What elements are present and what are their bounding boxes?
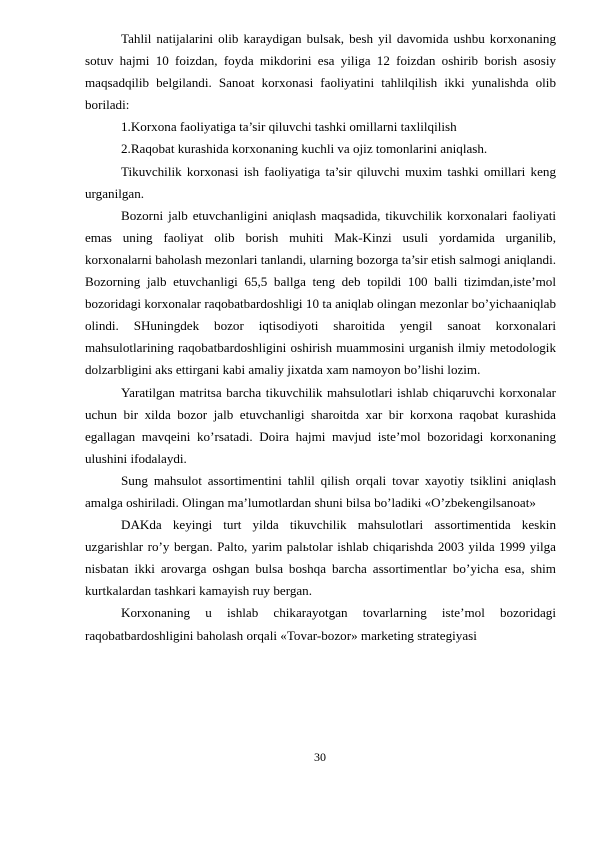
paragraph-external-factors: Tikuvchilik korxonasi ish faoliyatiga ta’sir qiluvchi muxim tashki omillari keng urganilgan. [85,163,556,201]
list-item-competition-strengths: 2.Raqobat kurashida korxonaning kuchli va ojiz tomonlarini aniqlash. [121,141,488,157]
page-number: 30 [314,750,326,764]
list-item-external-factors: 1.Korxona faoliyatiga ta’sir qiluvchi tashki omillarni taxlilqilish [121,119,457,135]
paragraph-matrix: Yaratilgan matritsa barcha tikuvchilik mahsulotlari ishlab chiqaruvchi korxonalar uchun bir xilda bozor jalb etuvchanligi sharoitda xar bir korxona raqobat kurashida egallagan mavqeini ko’rsatadi. Doira hajmi mavjud iste’mol bozoridagi korxonaning ulushini ifodalaydi. [85,384,556,466]
paragraph-market-attractiveness: Bozorni jalb etuvchanligini aniqlash maqsadida, tikuvchilik korxonalari faoliyati emas uning faoliyat olib borish muhiti Mak-Kinzi usuli yordamida urganilib, korxonalarni baholash mezonlari tanlandi, ularning bozorga ta’sir etish salmogi aniqlandi. Bozorning jalb etuvchanligi 65,5 ballga teng deb topildi 100 balli tizimdan,iste’mol bozoridagi korxonalar raqobatbardoshligi 10 ta aniqlab olingan mezonlar bo’yichaaniqlab olindi. SHuningdek bozor iqtisodiyoti sharoitida yengil sanoat korxonalari mahsulotlarining raqobatbardoshligini oshirish muammosini urganish ilmiy metodologik dolzarbligini aks ettirgani kabi amaliy jixatda xam namoyon bo’lishi lozim. [85,207,556,378]
document-body [85,28,556,647]
paragraph-product-market-strategy: Korxonaning u ishlab chikarayotgan tovarlarning iste’mol bozoridagi raqobatbardoshligini baholash orqali «Tovar-bozor» marketing strategiyasi [85,605,556,643]
paragraph-assortment-changes: DAKda keyingi turt yilda tikuvchilik mahsulotlari assortimentida keskin uzgarishlar ro’y bergan. Palto, yarim palьtolar ishlab chiqarishda 2003 yilda 1999 yilga nisbatan ikki arovarga oshgan bulsa boshqa barcha assortimentlar bo’yicha esa, shim kurtkalardan tashkari kamayish ruy bergan. [85,517,556,599]
paragraph-analysis-intro: Tahlil natijalarini olib karaydigan bulsak, besh yil davomida ushbu korxonaning sotuv hajmi 10 foizdan, foyda mikdorini esa yiliga 12 foizdan oshirib borish asosiy maqsadqilib belgilandi. Sanoat korxonasi faoliyatini tahlilqilish ikki yunalishda olib boriladi: [85,31,556,113]
paragraph-assortment-analysis: Sung mahsulot assortimentini tahlil qilish orqali tovar xayotiy tsiklini aniqlash amalga oshiriladi. Olingan ma’lumotlardan shuni bilsa bo’ladiki «O’zbekengilsanoat» [85,472,556,510]
